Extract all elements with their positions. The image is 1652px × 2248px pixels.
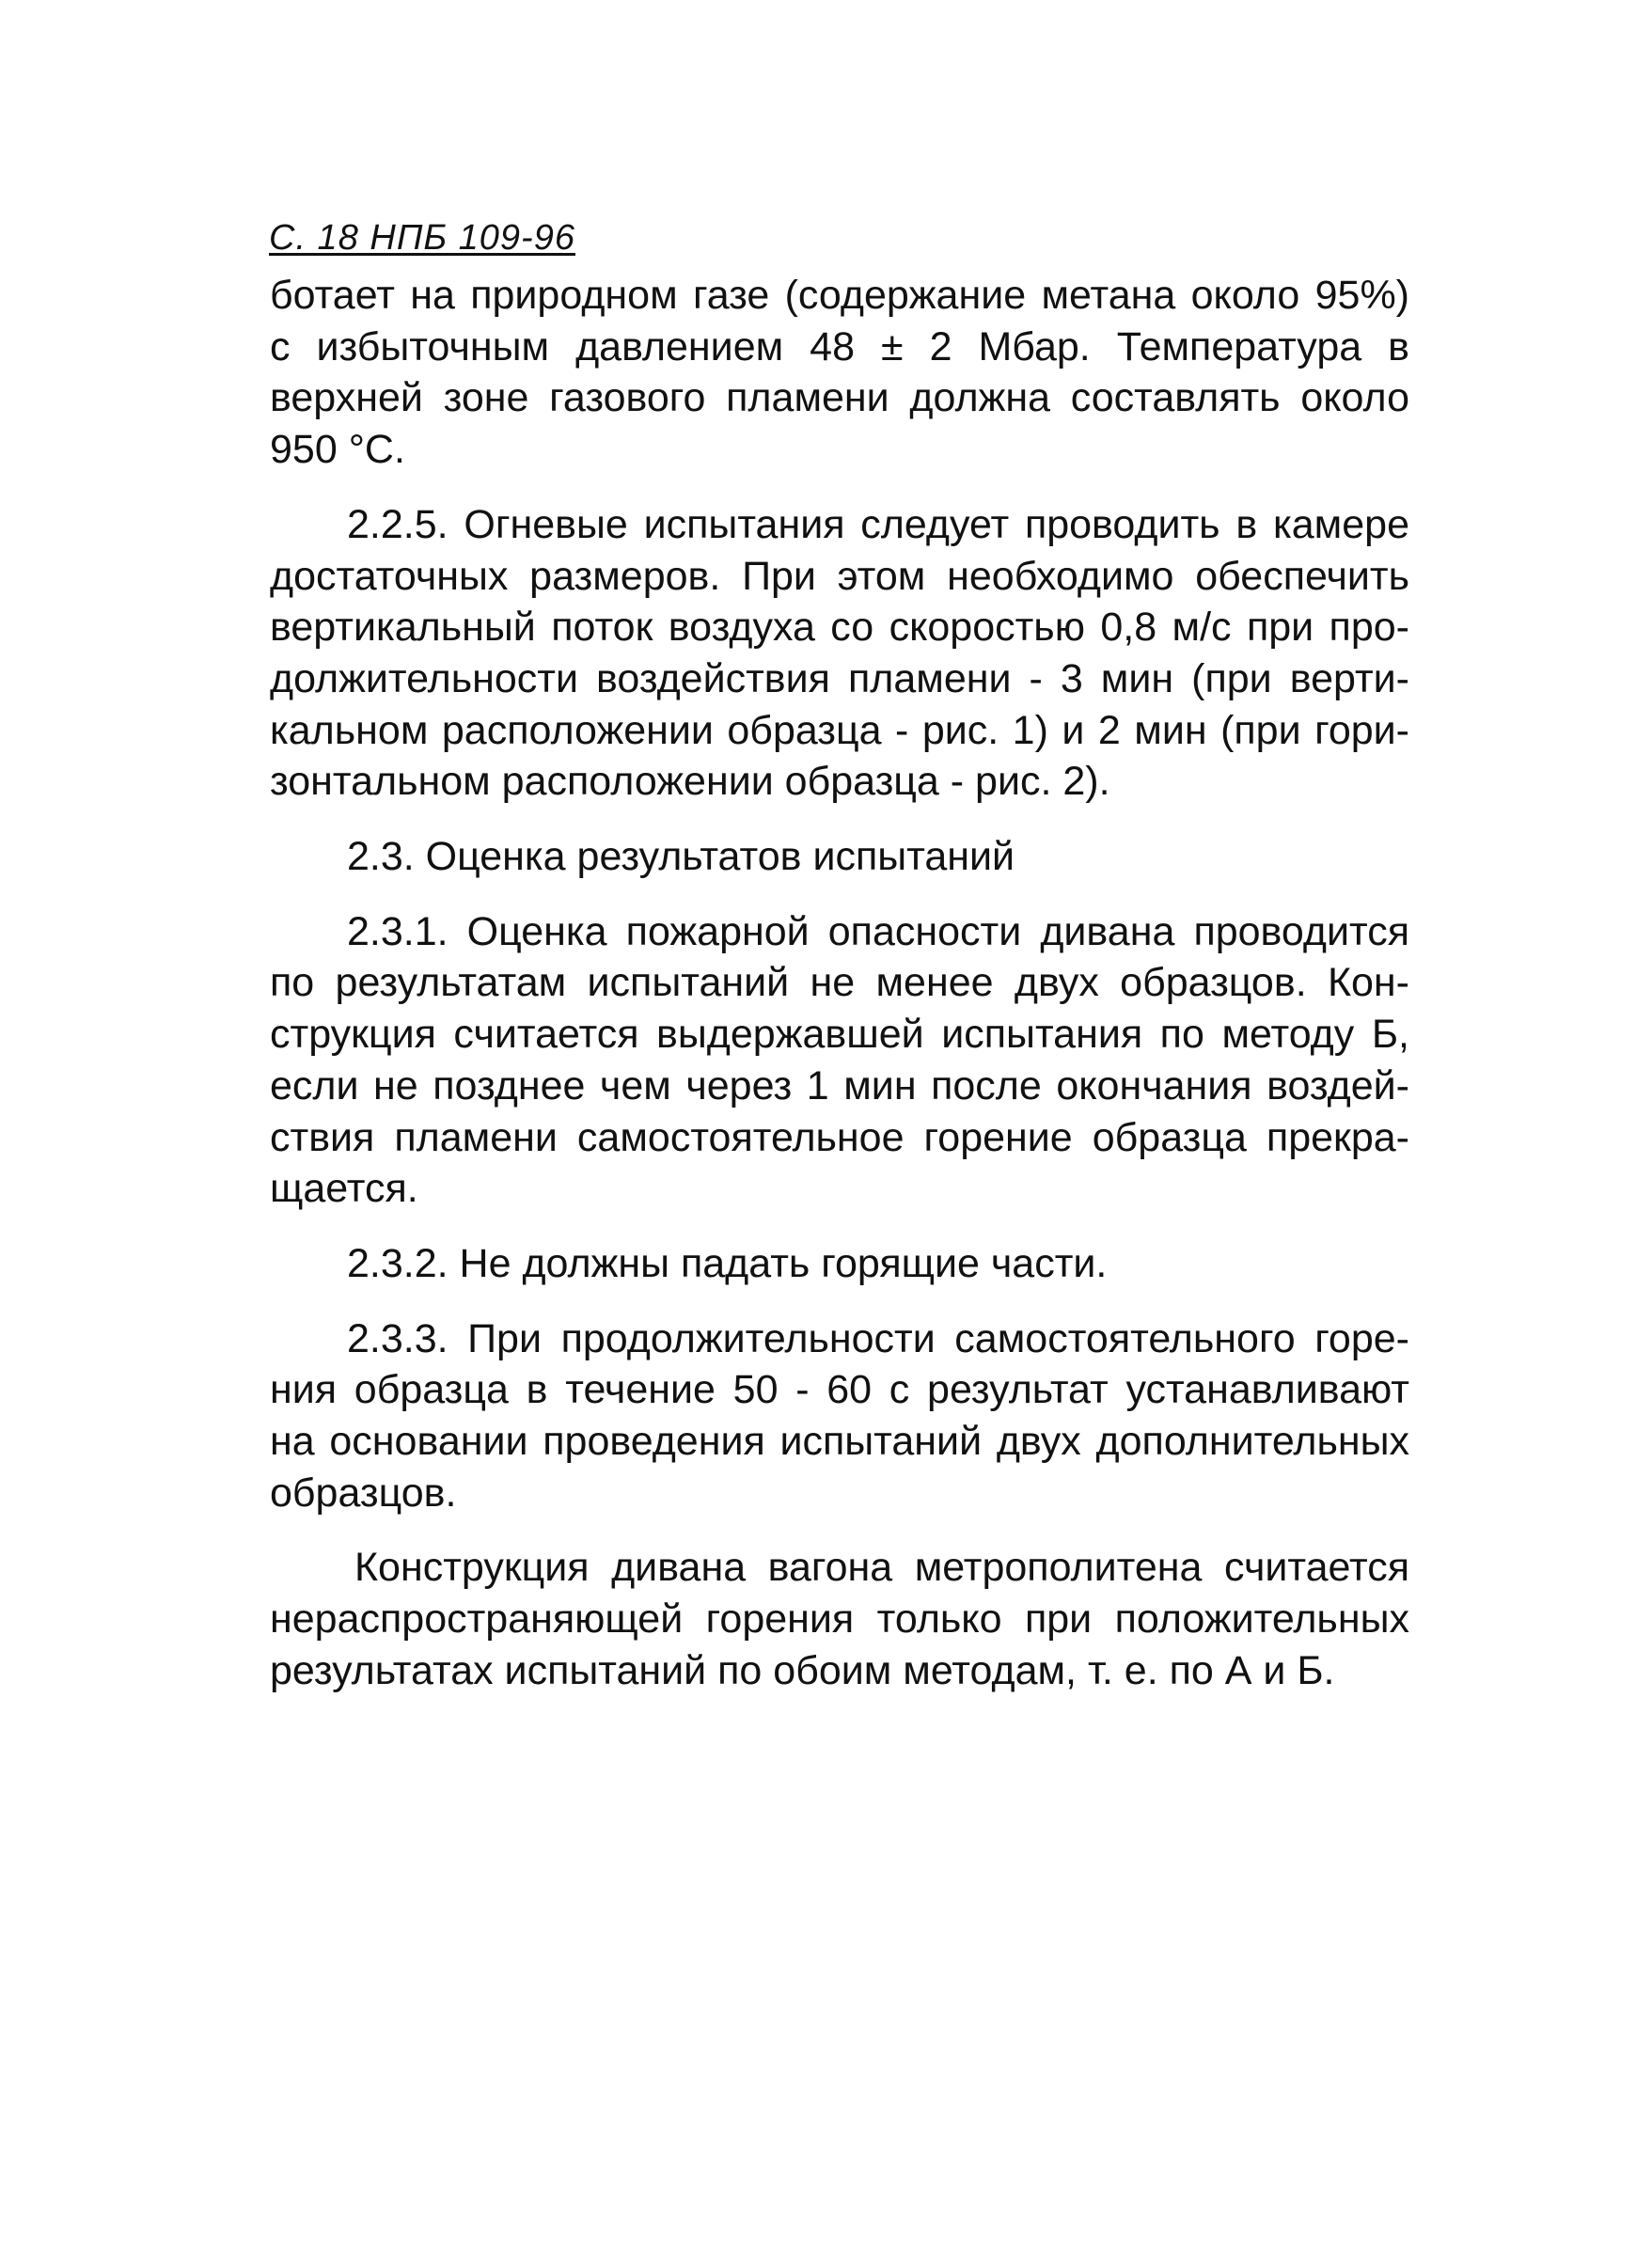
text-line: ствия пламени самостоятельное горение образца прекра-	[270, 1114, 1409, 1160]
body-text	[270, 270, 1409, 1697]
text-line: 2.3. Оценка результатов испытаний	[347, 834, 1015, 880]
text-line: струкция считается выдержавшей испытания по методу Б,	[270, 1012, 1409, 1058]
text-line: ния образца в течение 50 - 60 с результат устанавливают	[270, 1367, 1409, 1413]
page-header: С. 18 НПБ 109-96	[269, 218, 575, 258]
text-line: кальном расположении образца - рис. 1) и 2 мин (при гори-	[270, 707, 1409, 753]
text-line: зонтальном расположении образца - рис. 2).	[270, 759, 1110, 805]
paragraph-2-2-5	[270, 499, 1409, 808]
text-line: достаточных размеров. При этом необходимо обеспечить	[270, 553, 1409, 599]
text-line: 950 °С.	[270, 427, 405, 473]
paragraph-2-3-1	[270, 906, 1409, 1215]
text-line: если не позднее чем через 1 мин после окончания воздей-	[270, 1062, 1409, 1108]
paragraph-gas-burner	[270, 270, 1409, 476]
text-line: 2.2.5. Огневые испытания следует проводить в камере	[347, 501, 1409, 547]
paragraph-2-3-3	[270, 1313, 1409, 1519]
paragraph-conclusion	[270, 1542, 1409, 1696]
section-heading-2-3	[270, 831, 1409, 883]
text-line: ботает на природном газе (содержание метана около 95%)	[270, 273, 1409, 318]
text-line: вертикальный поток воздуха со скоростью 0,8 м/с при про-	[270, 605, 1409, 651]
text-line: щается.	[270, 1166, 418, 1212]
text-line: образцов.	[270, 1470, 457, 1516]
text-line: с избыточным давлением 48 ± 2 Мбар. Температура в	[270, 323, 1409, 369]
text-line: 2.3.1. Оценка пожарной опасности дивана проводится	[347, 908, 1409, 954]
paragraph-2-3-2	[270, 1238, 1409, 1290]
text-line: должительности воздействия пламени - 3 мин (при верти-	[270, 655, 1409, 701]
text-line: 2.3.2. Не должны падать горящие части.	[347, 1240, 1108, 1286]
text-line: результатах испытаний по обоим методам, т. е. по А и Б.	[270, 1647, 1335, 1693]
text-line: верхней зоне газового пламени должна составлять около	[270, 375, 1409, 421]
text-line: на основании проведения испытаний двух дополнительных	[270, 1419, 1409, 1465]
text-line: Конструкция дивана вагона метрополитена считается	[354, 1545, 1409, 1591]
text-line: 2.3.3. При продолжительности самостоятельного горе-	[347, 1315, 1409, 1361]
text-line: нераспространяющей горения только при положительных	[270, 1596, 1409, 1643]
text-line: по результатам испытаний не менее двух образцов. Кон-	[270, 960, 1409, 1006]
